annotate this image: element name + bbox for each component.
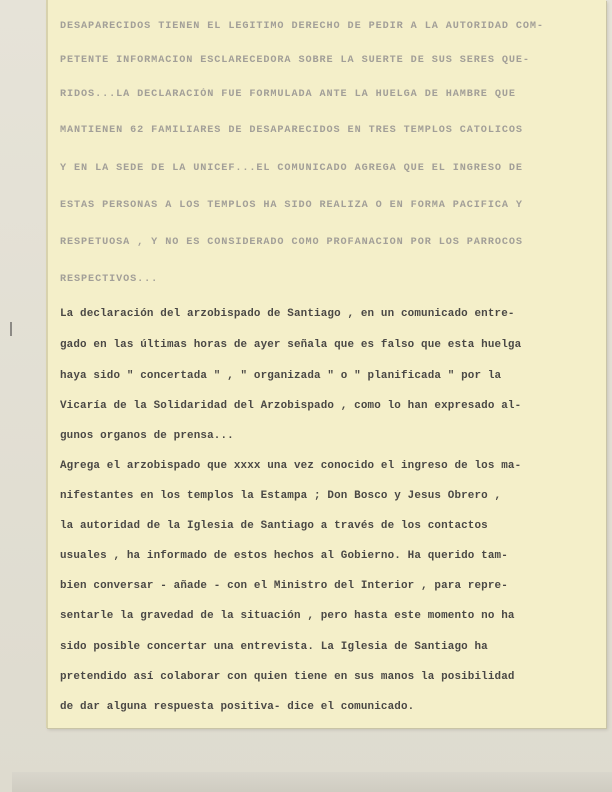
text-line: Vicaría de la Solidaridad del Arzobispado , como lo han expresado al-: [60, 400, 522, 412]
text-line: RIDOS...LA DECLARACIÓN FUE FORMULADA ANTE LA HUELGA DE HAMBRE QUE: [60, 89, 516, 100]
text-line: la autoridad de la Iglesia de Santiago a través de los contactos: [60, 520, 488, 532]
text-line: MANTIENEN 62 FAMILIARES DE DESAPARECIDOS EN TRES TEMPLOS CATOLICOS: [60, 125, 523, 136]
text-line: ESTAS PERSONAS A LOS TEMPLOS HA SIDO REALIZA O EN FORMA PACIFICA Y: [60, 200, 523, 211]
text-line: haya sido " concertada " , " organizada " o " planificada " por la: [60, 370, 502, 382]
text-line: Agrega el arzobispado que xxxx una vez conocido el ingreso de los ma-: [60, 460, 522, 472]
text-line: Y EN LA SEDE DE LA UNICEF...EL COMUNICADO AGREGA QUE EL INGRESO DE: [60, 163, 523, 174]
text-line: gunos organos de prensa...: [60, 430, 234, 442]
text-line: gado en las últimas horas de ayer señala que es falso que esta huelga: [60, 339, 522, 351]
text-line: sentarle la gravedad de la situación , pero hasta este momento no ha: [60, 610, 515, 622]
text-line: sido posible concertar una entrevista. La Iglesia de Santiago ha: [60, 641, 488, 653]
text-line: pretendido así colaborar con quien tiene en sus manos la posibilidad: [60, 671, 515, 683]
page-left-edge: [46, 0, 48, 728]
text-line: PETENTE INFORMACION ESCLARECEDORA SOBRE LA SUERTE DE SUS SERES QUE-: [60, 55, 530, 66]
text-line: DESAPARECIDOS TIENEN EL LEGITIMO DERECHO DE PEDIR A LA AUTORIDAD COM-: [60, 21, 544, 32]
text-line: La declaración del arzobispado de Santiago , en un comunicado entre-: [60, 308, 515, 320]
text-line: usuales , ha informado de estos hechos al Gobierno. Ha querido tam-: [60, 550, 508, 562]
text-line: bien conversar - añade - con el Ministro del Interior , para repre-: [60, 580, 508, 592]
margin-mark: [10, 322, 12, 336]
text-line: RESPETUOSA , Y NO ES CONSIDERADO COMO PROFANACION POR LOS PARROCOS: [60, 237, 523, 248]
text-line: RESPECTIVOS...: [60, 274, 159, 285]
text-line: nifestantes en los templos la Estampa ; Don Bosco y Jesus Obrero ,: [60, 490, 502, 502]
text-line: de dar alguna respuesta positiva- dice el comunicado.: [60, 701, 415, 713]
scan-bottom-border: [12, 772, 612, 792]
